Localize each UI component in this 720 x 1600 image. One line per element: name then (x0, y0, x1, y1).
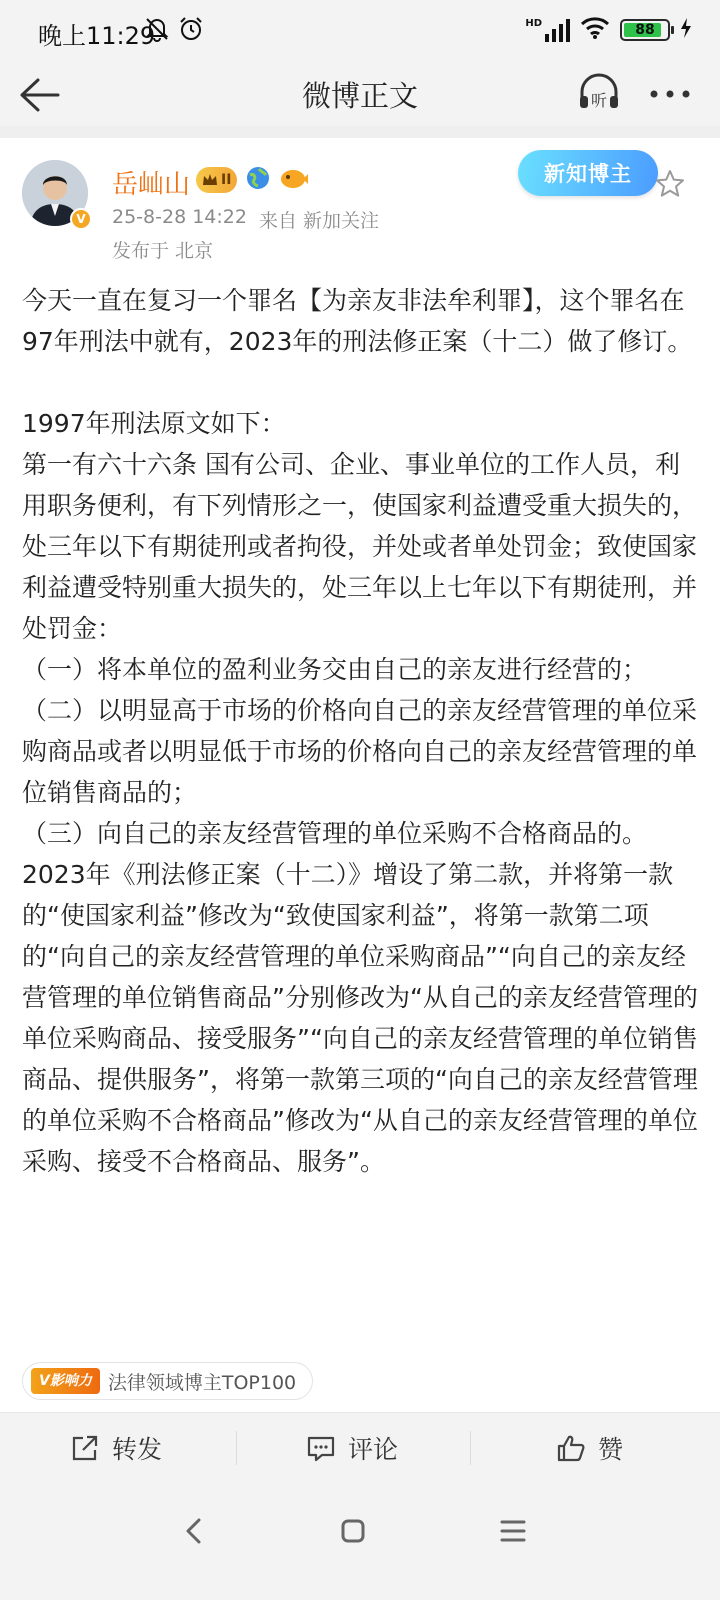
post-paragraph: 1997年刑法原文如下： (22, 409, 286, 438)
author-name[interactable]: 岳屾山 (112, 170, 191, 200)
new-blogger-badge[interactable] (518, 150, 658, 196)
action-bar (0, 1412, 720, 1482)
nav-menu-icon (488, 1506, 538, 1556)
nav-back-button[interactable] (170, 1506, 220, 1556)
post-meta (112, 206, 379, 233)
influence-logo: V影响力 (31, 1368, 100, 1394)
action-separator (470, 1431, 471, 1465)
nav-home-icon (328, 1506, 378, 1556)
listen-label: 听 (590, 91, 608, 110)
comment-button[interactable] (306, 1413, 398, 1483)
listen-button[interactable] (576, 70, 622, 116)
status-right-icons (525, 16, 692, 44)
status-bar (0, 0, 720, 62)
influence-tag[interactable] (22, 1362, 313, 1400)
paragraph-gap (22, 362, 698, 403)
header-divider (0, 126, 720, 138)
battery-percent: 88 (635, 22, 655, 38)
comment-label: 评论 (348, 1435, 399, 1464)
comment-icon (306, 1433, 336, 1463)
post-paragraph: 今天一直在复习一个罪名【为亲友非法牟利罪】，这个罪名在97年刑法中就有，2023年的刑法修正案（十二）做了修订。 (22, 286, 693, 356)
post-body (22, 280, 698, 1182)
favorite-button[interactable] (654, 168, 686, 200)
action-separator (236, 1431, 237, 1465)
thumbs-up-icon (556, 1433, 586, 1463)
post-timestamp: 25-8-28 14:22 (112, 206, 247, 228)
new-blogger-label: 新知博主 (544, 162, 632, 186)
nav-recents-button[interactable] (488, 1506, 538, 1556)
crown-icon (202, 173, 218, 187)
post-paragraph: （二）以明显高于市场的价格向自己的亲友经营管理的单位采购商品或者以明显低于市场的价格向自己的亲友经营管理的单位销售商品的； (22, 696, 698, 807)
battery-icon (620, 19, 670, 41)
cell-signal-icon: HD (525, 18, 570, 42)
globe-badge-icon[interactable] (245, 165, 271, 195)
charging-bolt-icon (680, 17, 692, 43)
post-paragraph: 2023年《刑法修正案（十二）》增设了第二款，并将第一款的“使国家利益”修改为“致使国家利益”，将第一款第二项的“向自己的亲友经营管理的单位采购商品”“向自己的亲友经营管理的单位销售商品”分别修改为“从自己的亲友经营管理的单位采购商品、接受服务”“向自己的亲友经营管理的单位销售商品、提供服务”，将第一款第三项的“向自己的亲友经营管理的单位采购不合格商品”修改为“从自己的亲友经营管理的单位采购、接受不合格商品、服务”。 (22, 860, 698, 1176)
nav-home-button[interactable] (328, 1506, 378, 1556)
like-button[interactable] (556, 1413, 623, 1483)
repost-label: 转发 (112, 1435, 163, 1464)
mute-bell-icon (144, 16, 170, 46)
post-paragraph: （一）将本单位的盈利业务交由自己的亲友进行经营的； (22, 655, 648, 684)
share-icon (70, 1433, 100, 1463)
app-header (0, 62, 720, 126)
alarm-clock-icon (178, 16, 204, 46)
like-label: 赞 (598, 1435, 624, 1464)
verified-badge: V (70, 208, 92, 230)
headphones-icon (576, 70, 622, 116)
influence-text: 法律领域博主TOP100 (107, 1371, 297, 1394)
author-badges (196, 165, 309, 195)
level-text: II (221, 172, 232, 188)
more-dots-icon (644, 70, 696, 116)
system-nav-bar (0, 1482, 720, 1600)
post-source[interactable]: 来自 新加关注 (258, 210, 379, 232)
nav-back-icon (170, 1506, 220, 1556)
fan-badge-icon[interactable] (279, 165, 309, 195)
post-paragraph: （三）向自己的亲友经营管理的单位采购不合格商品的。 (22, 819, 648, 848)
star-icon (654, 168, 686, 200)
status-notification-icons (144, 16, 204, 46)
member-level-badge[interactable] (196, 167, 237, 193)
wifi-icon (580, 16, 610, 44)
post-location: 发布于 北京 (112, 240, 214, 262)
post-paragraph: 第一有六十六条 国有公司、企业、事业单位的工作人员，利用职务便利，有下列情形之一，使国家利益遭受重大损失的，处三年以下有期徒刑或者拘役，并处或者单处罚金；致使国家利益遭受特别重大损失的，处三年以上七年以下有期徒刑，并处罚金： (22, 450, 698, 643)
more-options-button[interactable] (644, 70, 696, 116)
page-title: 微博正文 (301, 79, 418, 113)
status-time: 晚上11:29 (38, 22, 156, 50)
repost-button[interactable] (70, 1413, 162, 1483)
